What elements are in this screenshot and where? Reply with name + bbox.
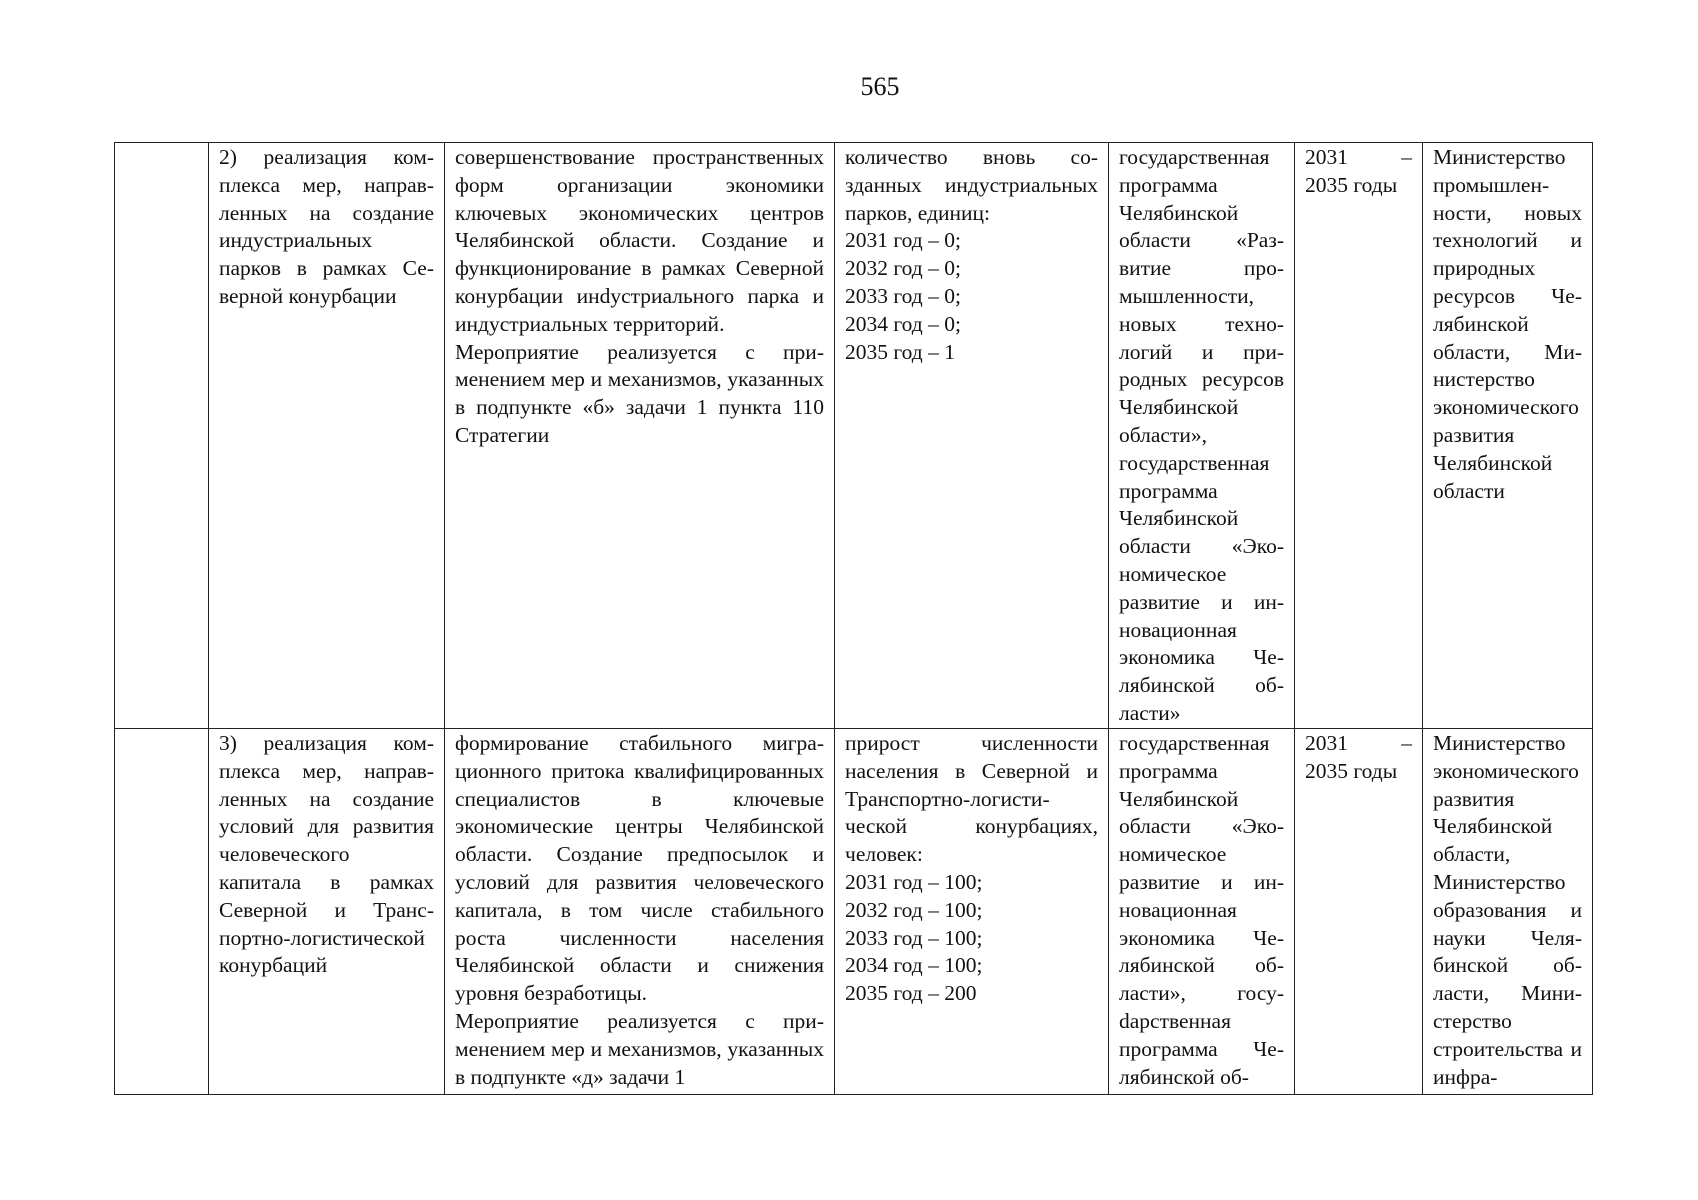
description-cell — [445, 143, 835, 729]
period-cell — [1295, 143, 1423, 729]
description-paragraph: Мероприятие реализуется с применением мер и механизмов, указанных в подпункте «д» задачи 1 — [455, 1008, 824, 1089]
period-end: 2035 годы — [1305, 758, 1398, 783]
indicator-value: 2032 год – 100; — [845, 897, 983, 922]
description-paragraph: Мероприятие реализуется с применением мер и механизмов, указанных в подпункте «б» задачи 1 пункта 110 Стратегии — [455, 339, 824, 447]
period-start: 2031 – — [1305, 731, 1412, 755]
period-start: 2031 – — [1305, 145, 1412, 169]
indicator-value: 2032 год – 0; — [845, 256, 961, 281]
indicator-value: 2033 год – 0; — [845, 283, 961, 308]
responsible-cell: Министерство промышленности, новых технологий и природных ресурсов Челябинской области, Министерство экономического развития Челябинской области — [1423, 143, 1593, 729]
indicator-value: 2031 год – 100; — [845, 869, 983, 894]
indicator-value: 2033 год – 100; — [845, 925, 983, 950]
period-cell — [1295, 729, 1423, 1095]
indicator-value: 2031 год – 0; — [845, 228, 961, 253]
indicator-title: прирост численности населения в Северной и Транспортно-логистической конурбациях, человек: — [845, 731, 1098, 867]
indicator-value: 2035 год – 1 — [845, 339, 955, 364]
page-number: 565 — [860, 72, 900, 101]
table-row — [115, 729, 1593, 1095]
description-cell — [445, 729, 835, 1095]
indicator-title: количество вновь созданных индустриальных парков, единиц: — [845, 145, 1098, 225]
row-number-cell — [115, 143, 209, 729]
program-cell: государственная программа Челябинской области «Экономическое развитие и инновационная экономика Челябинской области», госуdарственная программа Челябинской об- — [1109, 729, 1295, 1095]
indicator-value: 2035 год – 200 — [845, 981, 977, 1006]
table-row — [115, 143, 1593, 729]
indicator-value: 2034 год – 100; — [845, 953, 983, 978]
row-number-cell — [115, 729, 209, 1095]
task-cell: 3) реализация комплекса мер, направленных на создание условий для развития человеческого капитала в рамках Северной и Транспортно-логистической конурбаций — [209, 729, 445, 1095]
indicator-cell — [835, 143, 1109, 729]
task-cell: 2) реализация комплекса мер, направленных на создание индустриальных парков в рамках Северной конурбации — [209, 143, 445, 729]
program-cell: государственная программа Челябинской области «Развитие промышленности, новых технологий и природных ресурсов Челябинской области», государственная программа Челябинской области «Экономическое развитие и инновационная экономика Челябинской области» — [1109, 143, 1295, 729]
indicator-value: 2034 год – 0; — [845, 311, 961, 336]
responsible-cell: Министерство экономического развития Челябинской области, Министерство образования и науки Челябинской области, Министерство строительства и инфра- — [1423, 729, 1593, 1095]
indicator-cell — [835, 729, 1109, 1095]
period-end: 2035 годы — [1305, 172, 1398, 197]
description-paragraph: совершенствование пространственных форм организации экономики ключевых экономических центров Челябинской области. Создание и функционирование в рамках Северной конурбации инdустриального парка и индустриальных территорий. — [455, 145, 824, 336]
description-paragraph: формирование стабильного миграционного притока квалифицированных специалистов в ключевые экономические центры Челябинской области. Создание предпосылок и условий для развития человеческого капитала, в том числе стабильного роста численности населения Челябинской области и снижения уровня безработицы. — [455, 731, 824, 1006]
measures-table — [114, 142, 1593, 1095]
